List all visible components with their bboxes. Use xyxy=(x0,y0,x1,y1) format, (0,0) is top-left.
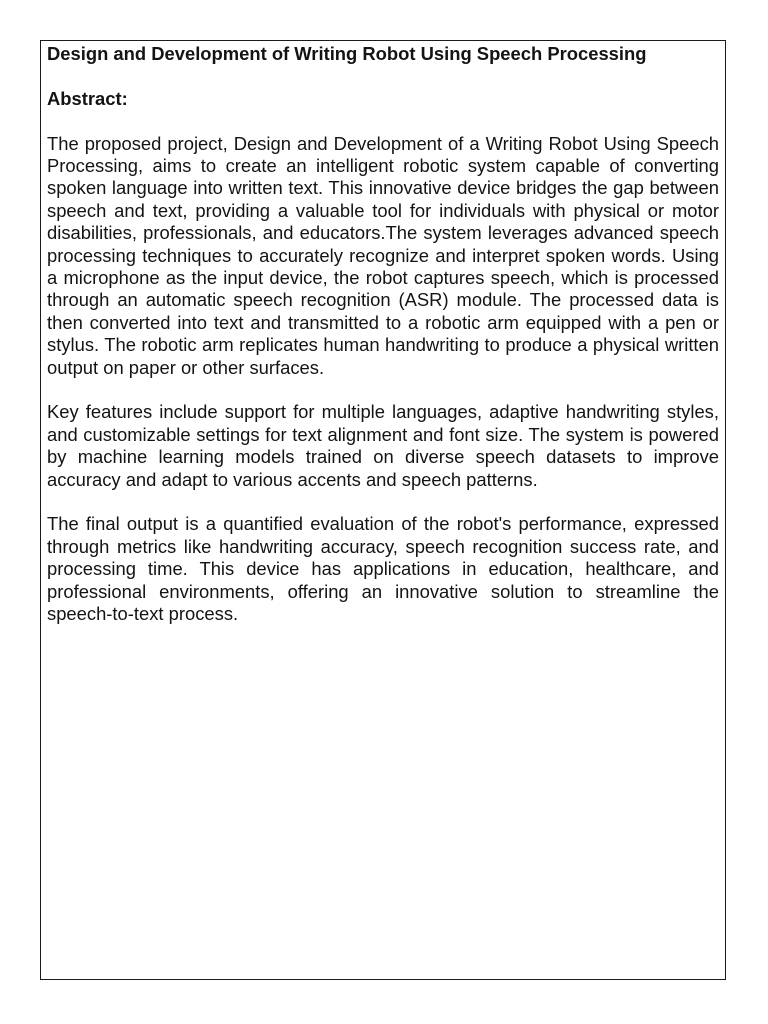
abstract-paragraph-1: The proposed project, Design and Development of a Writing Robot Using Speech Processing, aims to create an intelligent robotic system capable of converting spoken language into written text. This innovative device bridges the gap between speech and text, providing a valuable tool for individuals with physical or motor disabilities, professionals, and educators.The system leverages advanced speech processing techniques to accurately recognize and interpret spoken words. Using a microphone as the input device, the robot captures speech, which is processed through an automatic speech recognition (ASR) module. The processed data is then converted into text and transmitted to a robotic arm equipped with a pen or stylus. The robotic arm replicates human handwriting to produce a physical written output on paper or other surfaces. xyxy=(47,132,719,378)
abstract-heading: Abstract: xyxy=(47,87,128,109)
document-title: Design and Development of Writing Robot Using Speech Processing xyxy=(47,43,647,64)
abstract-paragraph-2: Key features include support for multiple languages, adaptive handwriting styles, and customizable settings for text alignment and font size. The system is powered by machine learning models trained on diverse speech datasets to improve accuracy and adapt to various accents and speech patterns. xyxy=(47,401,719,490)
abstract-paragraph-3: The final output is a quantified evaluation of the robot's performance, expressed through metrics like handwriting accuracy, speech recognition success rate, and processing time. This device has applications in education, healthcare, and professional environments, offering an innovative solution to streamline the speech-to-text process. xyxy=(47,513,719,625)
document-frame xyxy=(40,40,726,980)
